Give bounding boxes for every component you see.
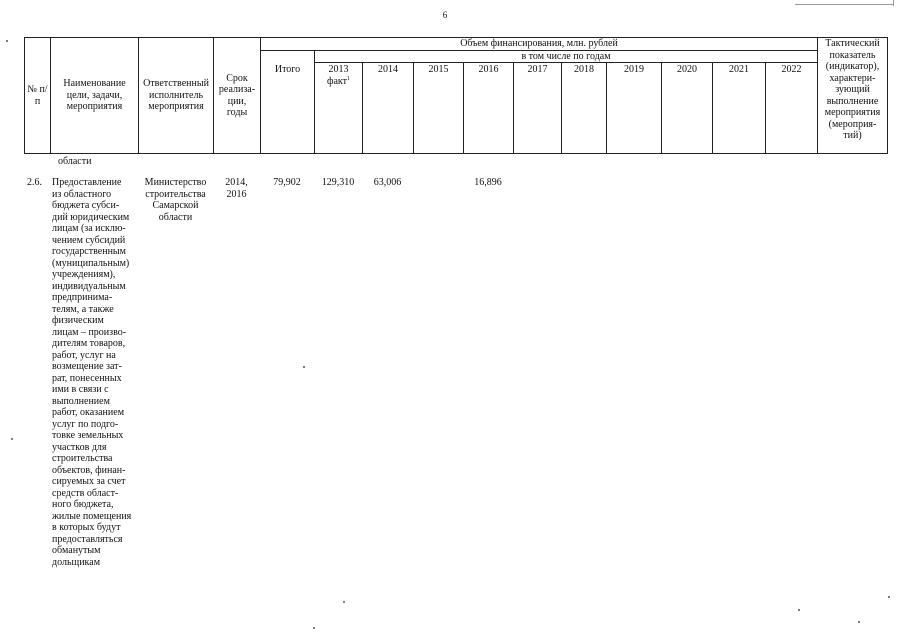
name-line: дий юридическим [52, 211, 130, 223]
header-year-2018-label: 2018 [574, 64, 594, 75]
responsible-line: области [158, 211, 193, 223]
name-line: дольщикам [52, 556, 101, 568]
header-year-2014 [362, 62, 413, 154]
header-no-label: № п/п [27, 84, 48, 107]
header-responsible-label: Ответственный исполнитель мероприятия [143, 78, 209, 113]
header-year-2020-label: 2020 [677, 64, 697, 75]
header-year-2015-label: 2015 [428, 64, 449, 75]
row-value-2016: 16,896 [474, 177, 502, 188]
header-indicator-label: Тактический показатель (индикатор), характери- зующий выполнение мероприятия (мероприя- тий) [824, 38, 881, 141]
row-name [52, 177, 140, 568]
header-cell-total [260, 50, 314, 154]
name-line: лицам (за исклю- [52, 223, 126, 234]
header-year-2022 [765, 62, 817, 154]
header-year-2014-label: 2014 [378, 64, 398, 75]
header-year-2019-label: 2019 [624, 64, 644, 75]
name-line: выполнением [52, 395, 110, 407]
row-number: 2.6. [27, 177, 42, 188]
header-year-2017-label: 2017 [527, 64, 548, 75]
header-year-2021-label: 2021 [729, 64, 749, 75]
name-line: индивидуальным [52, 280, 126, 292]
responsible-line: строительства [145, 188, 206, 200]
name-line: дителям товаров, [52, 338, 126, 349]
scan-speck [11, 438, 13, 440]
name-line: работ, услуг на [52, 349, 116, 361]
name-line: возмещение зат- [52, 361, 122, 372]
footnote-marker: 1 [347, 75, 350, 82]
scan-corner-mark [795, 4, 893, 5]
row-total: 79,902 [273, 177, 301, 188]
header-year-2020 [661, 62, 712, 154]
responsible-line: Самарской [152, 200, 199, 211]
scan-speck [313, 627, 315, 629]
scan-speck [6, 40, 8, 42]
name-line: предпринима- [52, 292, 113, 303]
header-year-2017 [513, 62, 561, 154]
period-line: 2016 [226, 188, 247, 200]
scan-speck [343, 601, 345, 603]
scan-speck [303, 366, 305, 368]
name-line: ного бюджета, [52, 499, 114, 510]
row-responsible [138, 177, 213, 223]
name-line: сируемых за счет [52, 476, 126, 487]
name-line: работ, оказанием [52, 407, 125, 418]
name-line: лицам – произво- [52, 326, 127, 338]
row-period [213, 177, 260, 200]
name-line: Предоставление [52, 177, 122, 188]
prev-row-tail: области [58, 156, 92, 167]
scan-speck [798, 609, 800, 611]
name-line: (муниципальным) [52, 257, 130, 269]
scan-speck [888, 596, 890, 598]
name-line: товке земельных [52, 430, 124, 441]
name-line: физическим [52, 315, 104, 326]
name-line: учреждениям), [52, 269, 116, 280]
header-cell-period [213, 37, 260, 154]
name-line: обманутым [52, 545, 101, 556]
header-cell-by-year [314, 50, 817, 62]
header-year-2013 [314, 62, 362, 154]
header-year-2019 [606, 62, 661, 154]
header-total-label: Итого [274, 64, 301, 75]
header-name-label: Наименование цели, задачи, мероприятия [63, 78, 126, 113]
name-line: участков для [52, 441, 107, 453]
name-line: рат, понесенных [52, 372, 122, 384]
header-period-label: Срок реализа- ции, годы [218, 72, 256, 118]
header-cell-financing [260, 37, 817, 50]
header-financing-label: Объем финансирования, млн. рублей [460, 38, 618, 50]
header-cell-name [50, 37, 138, 154]
header-year-2021 [712, 62, 765, 154]
name-line: ими в связи с [52, 384, 109, 395]
header-year-2013-note: факт [326, 75, 347, 87]
name-line: строительства [52, 453, 113, 464]
name-line: телям, а также [52, 303, 114, 315]
header-year-2013-label: 2013 [328, 64, 349, 75]
name-line: из областного [52, 188, 112, 200]
scan-corner-mark-vertical [893, 0, 894, 6]
scan-speck [858, 621, 860, 623]
period-line: 2014, [225, 177, 248, 188]
header-cell-indicator [817, 37, 888, 154]
name-line: бюджета субси- [52, 200, 120, 211]
header-year-2016-label: 2016 [478, 64, 499, 75]
name-line: чением субсидий [52, 234, 126, 246]
name-line: услуг по подго- [52, 418, 119, 430]
header-cell-no [24, 37, 50, 154]
header-year-2013-note-wrap [327, 76, 350, 88]
name-line: объектов, финан- [52, 464, 126, 476]
name-line: в которых будут [52, 522, 121, 533]
header-year-2016 [463, 62, 513, 154]
header-cell-responsible [138, 37, 213, 154]
row-value-2014: 63,006 [373, 177, 402, 188]
name-line: средств област- [52, 487, 119, 499]
page-number: 6 [442, 10, 448, 20]
header-year-2018 [561, 62, 606, 154]
name-line: жилые помещения [52, 510, 132, 522]
header-year-2015 [413, 62, 463, 154]
header-by-year-label: в том числе по годам [521, 50, 611, 62]
name-line: государственным [52, 246, 126, 257]
header-year-2022-label: 2022 [781, 64, 802, 75]
responsible-line: Министерство [144, 177, 207, 188]
row-value-2013: 129,310 [321, 177, 355, 188]
name-line: предоставляться [52, 533, 123, 545]
